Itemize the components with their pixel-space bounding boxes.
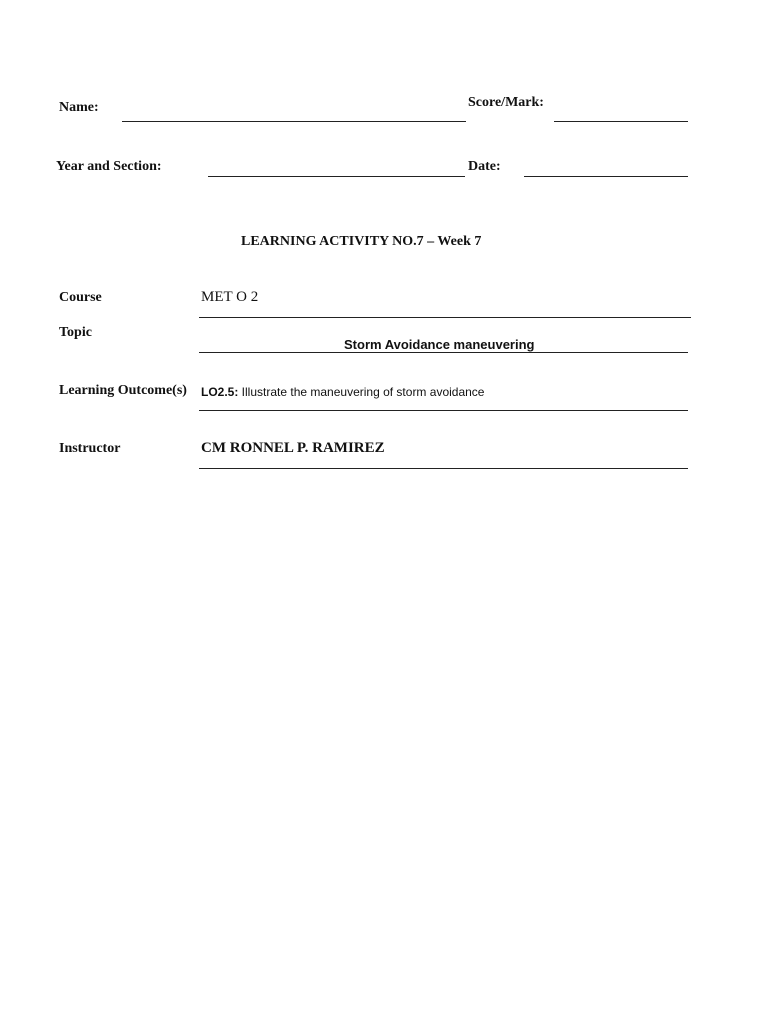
name-blank-line [122, 121, 466, 122]
learning-outcome-label: Learning Outcome(s) [59, 383, 187, 398]
instructor-label: Instructor [59, 441, 121, 456]
learning-outcome-text [201, 385, 484, 399]
activity-title: LEARNING ACTIVITY NO.7 – Week 7 [241, 234, 482, 249]
learning-outcome-code: LO2.5: [201, 385, 239, 399]
course-line [199, 317, 691, 318]
name-label: Name: [59, 100, 99, 115]
learning-outcome-value: Illustrate the maneuvering of storm avoidance [238, 385, 485, 399]
topic-label: Topic [59, 325, 92, 340]
instructor-line [199, 468, 688, 469]
score-blank-line [554, 121, 688, 122]
course-value: MET O 2 [201, 289, 259, 305]
topic-value: Storm Avoidance maneuvering [344, 337, 535, 352]
instructor-value: CM RONNEL P. RAMIREZ [201, 440, 385, 456]
date-label: Date: [468, 159, 501, 174]
year-section-blank-line [208, 176, 465, 177]
learning-outcome-line [199, 410, 688, 411]
score-label: Score/Mark: [468, 95, 544, 110]
date-blank-line [524, 176, 688, 177]
topic-line [199, 352, 688, 353]
course-label: Course [59, 290, 102, 305]
year-section-label: Year and Section: [56, 159, 162, 174]
